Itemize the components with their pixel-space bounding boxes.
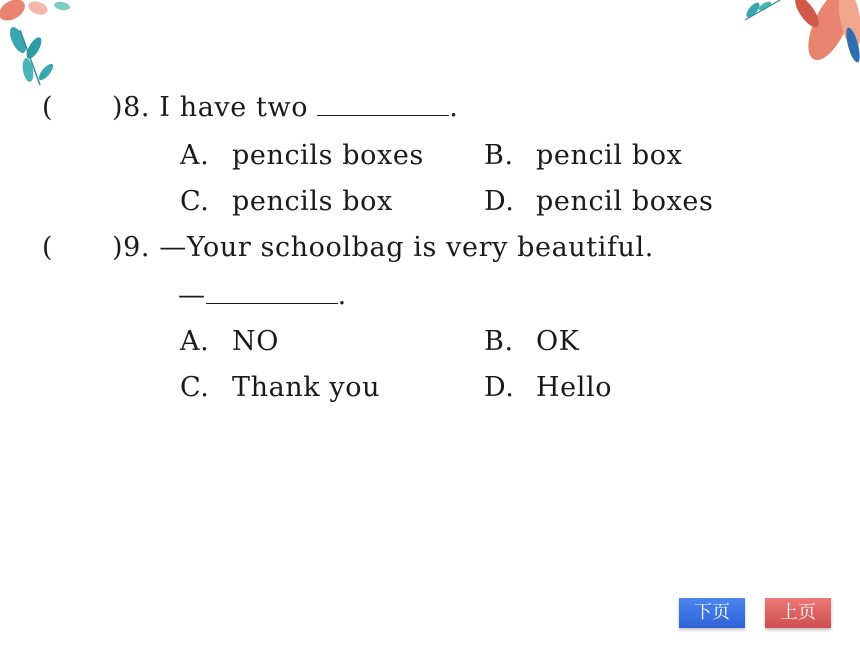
option-d[interactable] xyxy=(484,372,612,403)
question-number: )9. xyxy=(112,232,151,263)
question-8-stem xyxy=(42,92,458,123)
option-letter: A. xyxy=(180,326,210,357)
option-b[interactable] xyxy=(484,140,682,171)
period: . xyxy=(449,92,459,123)
option-letter: C. xyxy=(180,372,210,403)
period: . xyxy=(337,280,347,311)
option-text: OK xyxy=(536,326,580,357)
option-c[interactable] xyxy=(180,186,393,217)
question-9-stem xyxy=(42,232,654,263)
reply-dash: — xyxy=(178,280,206,311)
option-text: pencils boxes xyxy=(232,140,424,171)
option-letter: C. xyxy=(180,186,210,217)
option-letter: D. xyxy=(484,186,515,217)
option-text: Hello xyxy=(536,372,613,403)
option-letter: B. xyxy=(484,140,514,171)
option-letter: B. xyxy=(484,326,514,357)
option-text: pencil box xyxy=(536,140,683,171)
answer-blank[interactable] xyxy=(317,93,449,116)
option-text: pencil boxes xyxy=(536,186,714,217)
question-text: I have two xyxy=(159,92,309,123)
next-page-button[interactable]: 下页 xyxy=(679,598,745,628)
option-letter: A. xyxy=(180,140,210,171)
option-text: NO xyxy=(232,326,279,357)
option-d[interactable] xyxy=(484,186,713,217)
floral-decoration-right xyxy=(735,0,860,75)
option-a[interactable] xyxy=(180,140,424,171)
answer-bracket-open[interactable]: ( xyxy=(42,232,54,263)
answer-bracket-open[interactable]: ( xyxy=(42,92,54,123)
option-letter: D. xyxy=(484,372,515,403)
question-9-reply xyxy=(178,280,347,311)
option-b[interactable] xyxy=(484,326,580,357)
question-text: —Your schoolbag is very beautiful. xyxy=(159,232,654,263)
option-a[interactable] xyxy=(180,326,279,357)
option-c[interactable] xyxy=(180,372,380,403)
floral-decoration-left xyxy=(0,0,80,95)
question-number: )8. xyxy=(112,92,151,123)
option-text: pencils box xyxy=(232,186,393,217)
option-text: Thank you xyxy=(232,372,381,403)
previous-page-button[interactable]: 上页 xyxy=(765,598,831,628)
answer-blank[interactable] xyxy=(206,281,338,304)
